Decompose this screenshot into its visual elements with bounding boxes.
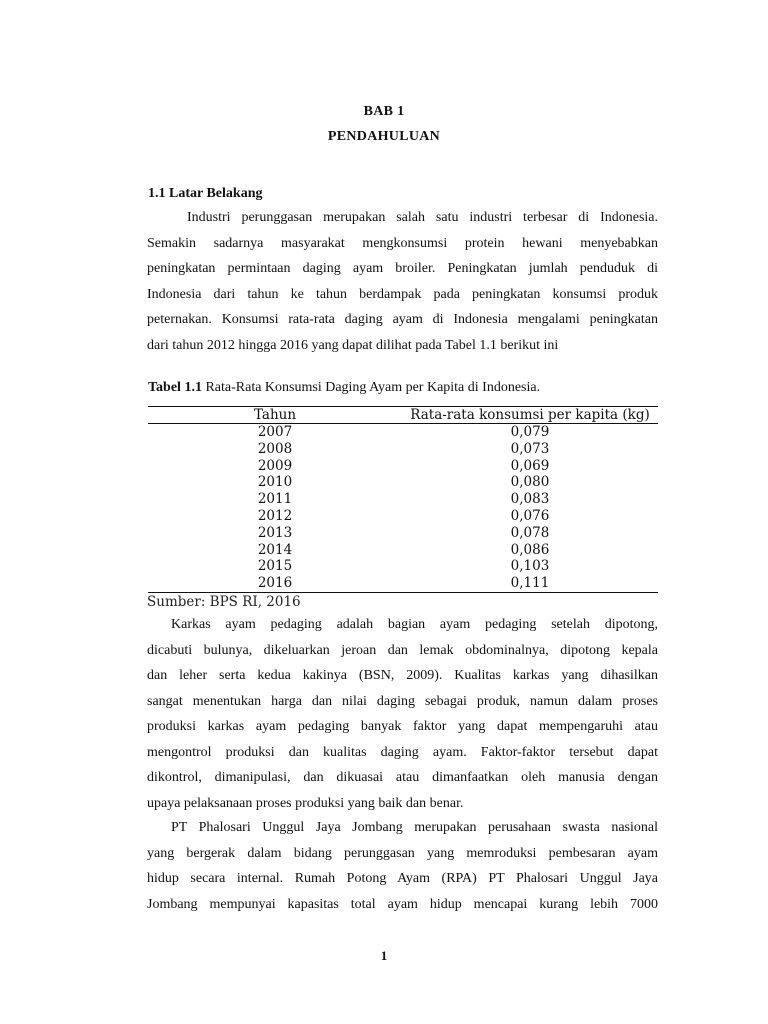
table-cell-year: 2009 (257, 457, 293, 474)
page-number: 1 (380, 948, 388, 963)
table-source: Sumber: BPS RI, 2016 (147, 594, 301, 610)
paragraph-line: Karkas ayam pedaging adalah bagian ayam pedaging setelah dipotong, (171, 617, 658, 632)
paragraph-line: mengontrol produksi dan kualitas daging ayam. Faktor-faktor tersebut dapat (147, 744, 658, 760)
table-cell-year: 2012 (257, 507, 293, 524)
table-row (148, 575, 658, 592)
paragraph-line: produksi karkas ayam pedaging banyak faktor yang dapat mempengaruhi atau (147, 719, 658, 734)
paragraph-line: sangat menentukan harga dan nilai daging sebagai produk, namun dalam proses (147, 693, 658, 709)
table-cell-consumption: 0,083 (510, 491, 550, 508)
table-header-consumption: Rata-rata konsumsi per kapita (kg) (402, 407, 658, 424)
paragraph-line: Jombang mempunyai kapasitas total ayam hidup mencapai kurang lebih 7000 (147, 896, 658, 912)
table-cell-year: 2016 (148, 575, 402, 592)
paragraph-line: Semakin sadarnya masyarakat mengkonsumsi protein hewani menyebabkan (147, 235, 658, 251)
table-row (148, 441, 658, 458)
table-row (148, 458, 658, 475)
paragraph-line: dan leher serta kedua kakinya (BSN, 2009). Kualitas karkas yang dihasilkan (147, 668, 658, 683)
table-row (148, 424, 658, 441)
paragraph-3 (147, 815, 658, 917)
paragraph-line: yang bergerak dalam bidang perunggasan yang memroduksi pembesaran ayam (147, 845, 658, 861)
table-cell-year: 2007 (257, 424, 293, 440)
table-cell-year: 2011 (257, 491, 293, 508)
table-row (148, 558, 658, 575)
table-cell-consumption: 0,076 (510, 507, 550, 524)
table-cell-consumption: 0,073 (510, 440, 550, 457)
table-cell-consumption: 0,103 (510, 558, 550, 575)
table-cell-year: 2013 (257, 524, 293, 541)
paragraph-line: Industri perunggasan merupakan salah satu industri terbesar di Indonesia. (187, 210, 658, 225)
chapter-title: PENDAHULUAN (327, 129, 441, 144)
table-cell-year: 2014 (257, 541, 293, 558)
table-caption (148, 380, 540, 396)
paragraph-line: peternakan. Konsumsi rata-rata daging ayam di Indonesia mengalami peningkatan (147, 312, 658, 327)
paragraph-1 (147, 205, 658, 358)
paragraph-line: upaya pelaksanaan proses produksi yang baik dan benar. (147, 795, 464, 811)
paragraph-line: Indonesia dari tahun ke tahun berdampak pada peningkatan konsumsi produk (147, 286, 658, 302)
section-heading: 1.1 Latar Belakang (148, 186, 263, 201)
table-header-year: Tahun (148, 407, 402, 424)
paragraph-line: peningkatan permintaan daging ayam broiler. Peningkatan jumlah penduduk di (147, 261, 658, 276)
table-cell-consumption: 0,080 (510, 474, 550, 491)
table-row (148, 525, 658, 542)
table-body (148, 424, 658, 593)
table-cell-year: 2015 (257, 558, 293, 575)
chapter-number: BAB 1 (363, 104, 405, 119)
paragraph-line: dicabuti bulunya, dikeluarkan jeroan dan lemak obdominalnya, dipotong kepala (147, 642, 658, 658)
table-caption-label: Tabel 1.1 (148, 380, 202, 395)
paragraph-line: hidup secara internal. Rumah Potong Ayam (RPA) PT Phalosari Unggul Jaya (147, 871, 658, 886)
paragraph-line: dari tahun 2012 hingga 2016 yang dapat dilihat pada Tabel 1.1 berikut ini (147, 337, 559, 353)
table-row (148, 542, 658, 559)
table-row (148, 508, 658, 525)
table-cell-consumption: 0,086 (510, 541, 550, 558)
table-cell-year: 2010 (257, 474, 293, 491)
consumption-table (148, 406, 658, 593)
paragraph-2 (147, 612, 658, 816)
table-cell-consumption: 0,111 (402, 575, 658, 592)
table-row (148, 491, 658, 508)
paragraph-line: dikontrol, dimanipulasi, dan dikuasai atau dimanfaatkan oleh manusia dengan (147, 770, 658, 785)
table-cell-year: 2008 (257, 440, 293, 457)
table-header-row (148, 407, 658, 424)
table-cell-consumption: 0,079 (510, 424, 550, 440)
paragraph-line: PT Phalosari Unggul Jaya Jombang merupakan perusahaan swasta nasional (171, 820, 658, 835)
table-caption-text: Rata-Rata Konsumsi Daging Ayam per Kapita di Indonesia. (201, 380, 541, 395)
table-cell-consumption: 0,078 (510, 524, 550, 541)
table-cell-consumption: 0,069 (510, 457, 550, 474)
table-row (148, 474, 658, 491)
